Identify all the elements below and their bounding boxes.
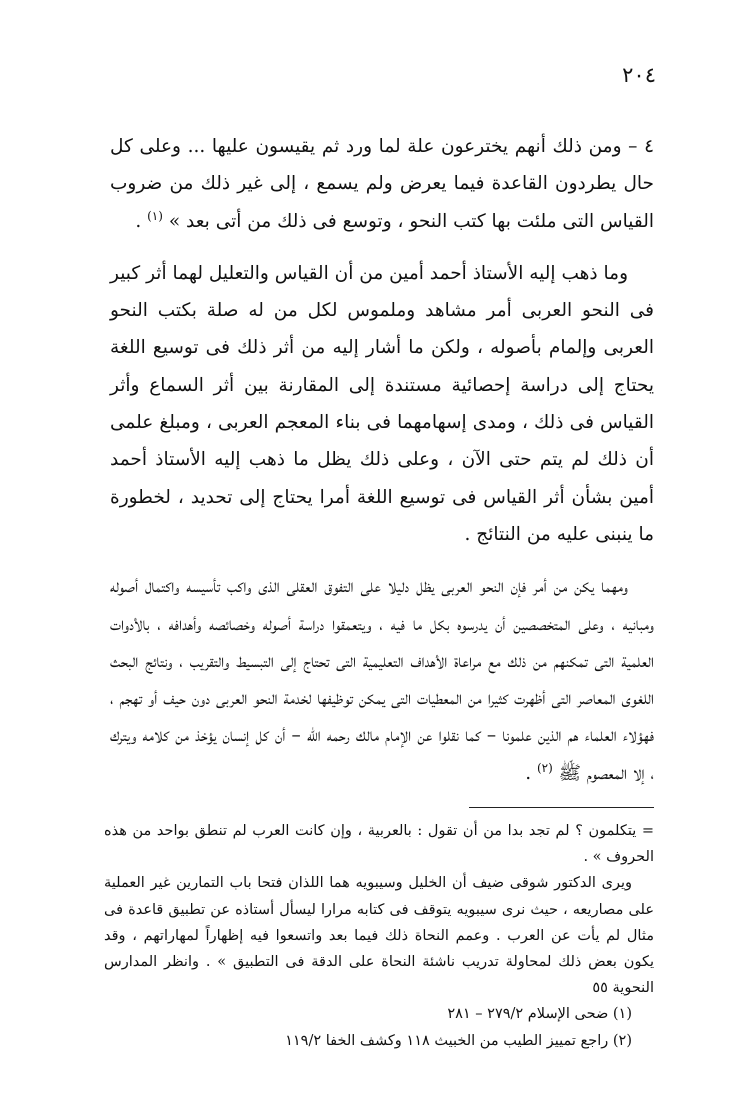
footnotes <box>104 818 654 1054</box>
footnote-marker-2[interactable]: (٢) <box>536 760 553 775</box>
paragraph-1-text: ٤ – ومن ذلك أنهم يخترعون علة لما ورد ثم يقيسون عليها ... وعلى كل حال يطردون القاعدة فيما يعرض ولم يسمع ، إلى غير ذلك من ضروب القياس التى ملئت بها كتب النحو ، وتوسع فى ذلك من أتى بعد » <box>110 136 654 232</box>
footnote-shawqi-deif: ويرى الدكتور شوقى ضيف أن الخليل وسيبويه هما اللذان فتحا باب التمارين غير العملية على مصاريعه ، حيث نرى سيبويه يتوقف فى كتابه مرارا ليسأل أستاذه عن تطبيق قاعدة فى مثال لم يأت عن العرب . وعمم النحاة ذلك فيما بعد واتسعوا فيه إظهاراً لمهاراتهم ، وقد يكون بعض ذلك لمحاولة تدريب ناشئة النحاة على الدقة فى التطبيق » . وانظر المدارس النحوية ٥٥ <box>104 875 654 997</box>
paragraph-3-end: . <box>525 762 537 784</box>
paragraph-1-end: . <box>135 210 148 232</box>
footnote-1: (١) ضحى الإسلام ٢٧٩/٢ – ٢٨١ <box>447 1006 632 1023</box>
footnote-marker-1[interactable]: (١) <box>147 208 163 223</box>
paragraph-3-text: ومهما يكن من أمر فإن النحو العربى يظل دليلا على التفوق العقلى الذى واكب تأسيسه واكتمال أصوله ومبانيه ، وعلى المتخصصين أن يدرسوه بكل ما فيه ، ويتعمقوا دراسة أصوله وخصائصه وأهدافه ، بالأدوات العلمية التى تمكنهم من ذلك مع مراعاة الأهداف التعليمية التى تحتاج إلى التبسيط والتقريب ، ونتائج البحث اللغوى المعاصر التى أظهرت كثيرا من المعطيات التى يمكن توظيفها لخدمة النحو العربى دون حيف أو تهجم ، فهؤلاء العلماء هم الذين علمونا – كما نقلوا عن الإمام مالك رحمه الله – أن كل إنسان يؤخذ من كلامه ويترك ، إلا المعصوم ﷺ <box>110 576 654 784</box>
main-text <box>110 128 654 807</box>
paragraph-quote-end <box>110 128 654 240</box>
paragraph-analogy: وما ذهب إليه الأستاذ أحمد أمين من أن القياس والتعليل لهما أثر كبير فى النحو العربى أمر مشاهد وملموس لكل من له صلة بكتب النحو العربى وإلمام بأصوله ، ولكن ما أشار إليه من أثر ذلك فى توسيع اللغة يحتاج إلى دراسة إحصائية مستندة إلى المقارنة بين أثر السماع وأثر القياس فى ذلك ، ومدى إسهامهما فى بناء المعجم العربى ، ومبلغ علمى أن ذلك لم يتم حتى الآن ، وعلى ذلك يظل ما ذهب إليه الأستاذ أحمد أمين بشأن أثر القياس فى توسيع اللغة أمرا يحتاج إلى تحديد ، لخطورة ما ينبنى عليه من النتائج . <box>110 262 654 545</box>
footnote-2: (٢) راجع تمييز الطيب من الخبيث ١١٨ وكشف الخفا ١١٩/٢ <box>285 1032 632 1049</box>
footnote-continued: = يتكلمون ؟ لم تجد بدا من أن تقول : بالعربية ، وإن كانت العرب لم تنطق بواحد من هذه الحروف » . <box>104 823 654 866</box>
footnote-divider <box>469 807 654 808</box>
page-number: ٢٠٤ <box>622 63 656 87</box>
paragraph-conclusion <box>110 568 654 792</box>
